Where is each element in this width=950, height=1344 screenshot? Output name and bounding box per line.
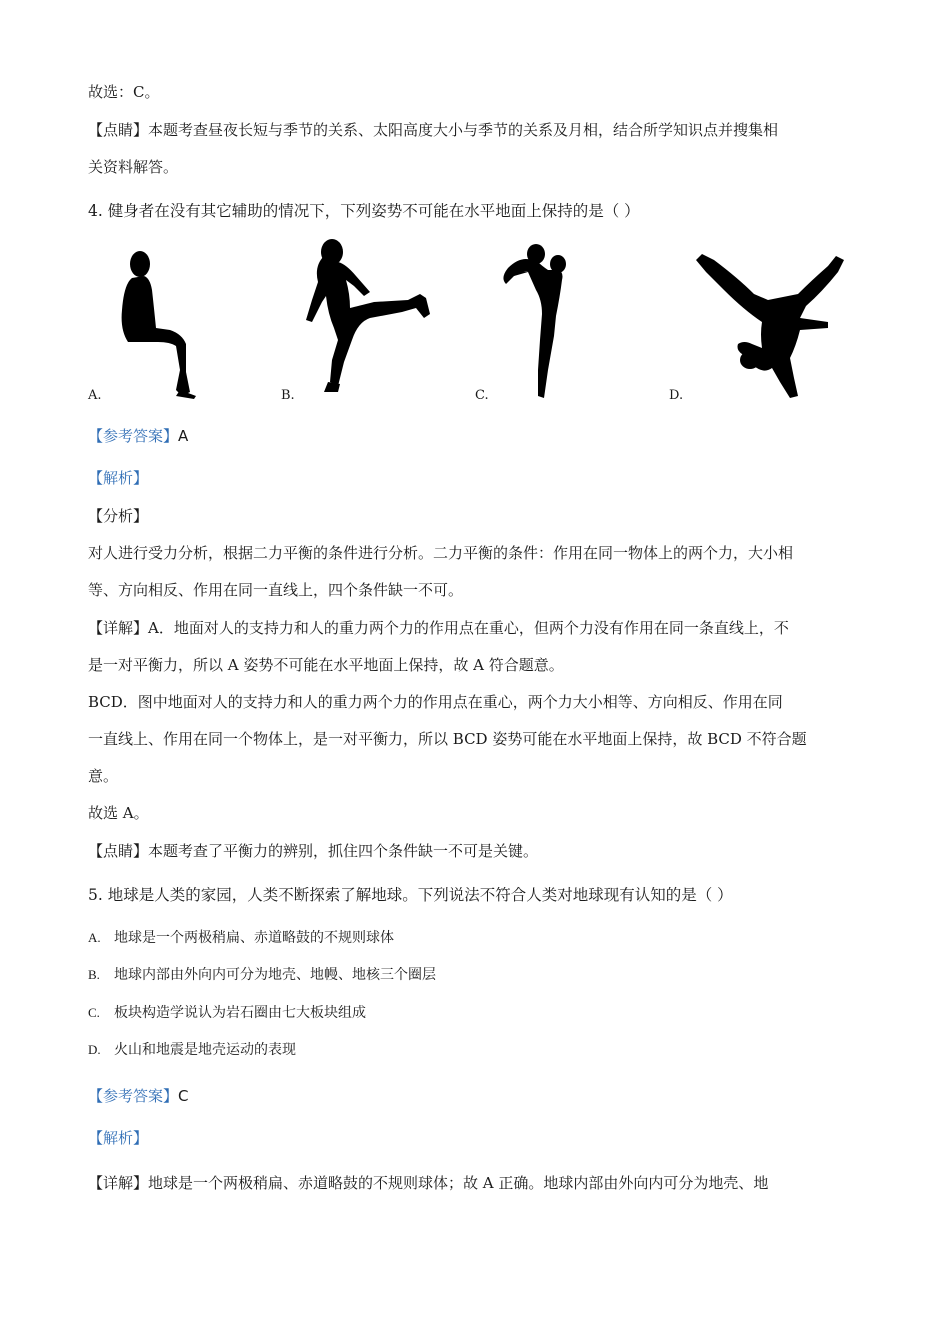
- option-label: D.: [88, 1042, 101, 1057]
- detail-tag: 【详解】: [88, 1174, 149, 1192]
- previous-choice: 故选：C。: [88, 83, 160, 101]
- handstand-silhouette-icon: [694, 246, 848, 400]
- q5-jiexi-tag: 【解析】: [88, 1129, 149, 1147]
- q5-option-c: [88, 1003, 366, 1023]
- option-text: 地球内部由外向内可分为地壳、地幔、地核三个圈层: [114, 967, 436, 983]
- answer-tag: 【参考答案】: [88, 1087, 179, 1105]
- note-tag: 【点睛】: [88, 842, 149, 860]
- q4-choice: 故选 A。: [88, 804, 149, 822]
- q4-detail-line-3: BCD．图中地面对人的支持力和人的重力两个力的作用点在重心，两个力大小相等、方向相反、作用在同: [88, 693, 783, 711]
- option-label: C.: [88, 1005, 100, 1020]
- note-text: 本题考查昼夜长短与季节的关系、太阳高度大小与季节的关系及月相，结合所学知识点并搜集相: [148, 121, 779, 139]
- q4-detail-line-4: 一直线上、作用在同一个物体上，是一对平衡力，所以 BCD 姿势可能在水平地面上保持，故 BCD 不符合题: [88, 730, 807, 748]
- q5-option-d: [88, 1040, 296, 1060]
- option-label: A.: [88, 930, 101, 945]
- q4-detail-line-2: 是一对平衡力，所以 A 姿势不可能在水平地面上保持，故 A 符合题意。: [88, 656, 564, 674]
- q4-jiexi-tag: 【解析】: [88, 469, 149, 487]
- option-text: 板块构造学说认为岩石圈由七大板块组成: [114, 1005, 366, 1021]
- previous-note-line-1: [88, 120, 778, 140]
- previous-note-line-2: 关资料解答。: [88, 158, 179, 176]
- detail-tag: 【详解】: [88, 619, 149, 637]
- q4-analysis-line-2: 等、方向相反、作用在同一直线上，四个条件缺一不可。: [88, 581, 464, 599]
- q5-option-a: [88, 928, 394, 948]
- q4-note: [88, 841, 538, 861]
- option-label: B.: [88, 967, 100, 982]
- q4-detail-line-1: [88, 618, 789, 638]
- q4-option-b: B.: [281, 388, 295, 403]
- q5-answer: [88, 1086, 189, 1106]
- q4-stem: 4. 健身者在没有其它辅助的情况下，下列姿势不可能在水平地面上保持的是（ ）: [88, 202, 640, 220]
- q5-detail-line-1: [88, 1173, 768, 1193]
- q5-option-b: [88, 965, 436, 985]
- q4-analysis-line-1: 对人进行受力分析，根据二力平衡的条件进行分析。二力平衡的条件：作用在同一物体上的两个力，大小相: [88, 544, 794, 562]
- answer-tag: 【参考答案】: [88, 427, 179, 445]
- q4-option-c: C.: [475, 388, 489, 403]
- q4-fenxi-tag: 【分析】: [88, 507, 149, 525]
- kicking-silhouette-icon: [298, 236, 434, 396]
- option-text: 火山和地震是地壳运动的表现: [114, 1042, 296, 1058]
- q4-answer: [88, 426, 188, 446]
- note-text: 本题考查了平衡力的辨别，抓住四个条件缺一不可是关键。: [148, 842, 539, 860]
- q4-detail-line-5: 意。: [88, 767, 119, 785]
- standing-split-silhouette-icon: [498, 240, 580, 402]
- answer-value: A: [178, 427, 189, 445]
- detail-text: A．地面对人的支持力和人的重力两个力的作用点在重心，但两个力没有作用在同一条直线上，不: [148, 619, 789, 637]
- detail-text: 地球是一个两极稍扁、赤道略鼓的不规则球体；故 A 正确。地球内部由外向内可分为地壳、地: [148, 1174, 769, 1192]
- q4-option-d: D.: [669, 388, 684, 403]
- note-tag: 【点睛】: [88, 121, 149, 139]
- q5-stem: 5. 地球是人类的家园，人类不断探索了解地球。下列说法不符合人类对地球现有认知的是（ ）: [88, 886, 733, 904]
- option-text: 地球是一个两极稍扁、赤道略鼓的不规则球体: [114, 930, 394, 946]
- q4-option-a: A.: [88, 388, 102, 403]
- sitting-silhouette-icon: [110, 250, 200, 400]
- answer-value: C: [178, 1087, 189, 1105]
